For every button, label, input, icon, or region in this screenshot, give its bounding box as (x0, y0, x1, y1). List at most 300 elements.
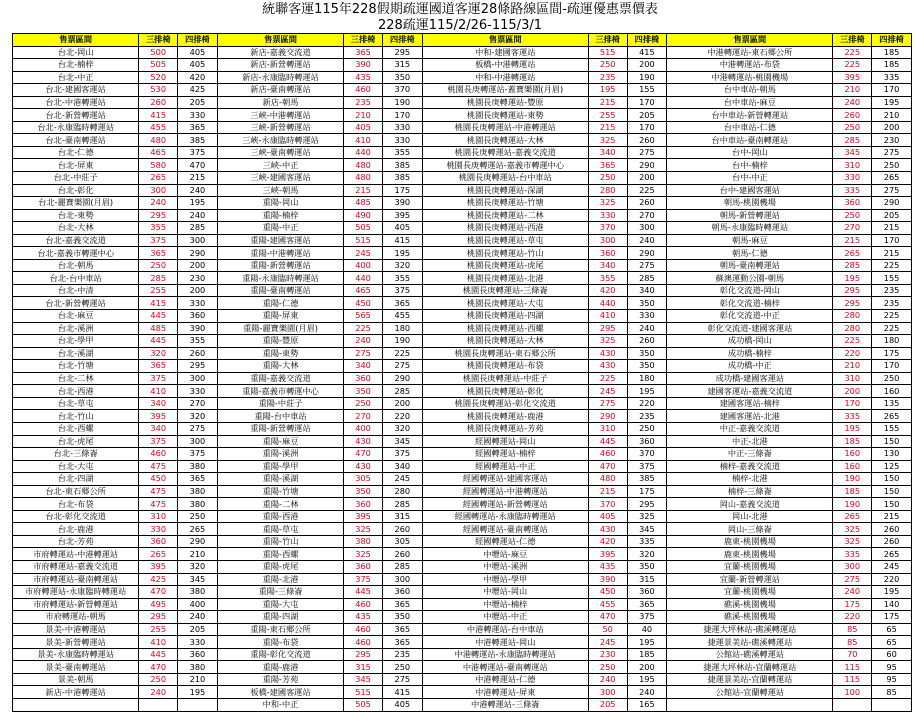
header-route: 售票區間 (422, 34, 588, 47)
route-cell: 台中車站-麻豆 (667, 96, 833, 109)
route-cell: 桃園長庚轉運站-大屯 (422, 297, 588, 310)
four-seat-price: 395 (382, 209, 422, 222)
four-seat-price: 285 (382, 498, 422, 511)
four-seat-price: 180 (627, 372, 667, 385)
three-seat-price: 330 (588, 209, 627, 222)
route-cell: 桃園長庚轉運站-布袋 (422, 360, 588, 373)
route-cell: 重陽-中正 (217, 222, 343, 235)
route-cell: 景美-中港轉運站 (13, 623, 139, 636)
three-seat-price: 420 (588, 535, 627, 548)
four-seat-price: 340 (627, 284, 667, 297)
three-seat-price: 410 (139, 636, 178, 649)
table-row (13, 586, 912, 599)
route-cell: 楠梓-三條崙 (667, 485, 833, 498)
four-seat-price: 200 (178, 259, 218, 272)
four-seat-price: 355 (178, 335, 218, 348)
route-cell: 經國轉運站-中港轉運站 (422, 485, 588, 498)
three-seat-price: 460 (344, 598, 383, 611)
three-seat-price: 515 (588, 46, 627, 59)
four-seat-price: 260 (627, 134, 667, 147)
three-seat-price: 355 (139, 222, 178, 235)
table-row (13, 385, 912, 398)
four-seat-price: 405 (382, 222, 422, 235)
route-cell: 桃園長庚轉運站-竹塘 (422, 197, 588, 210)
four-seat-price: 190 (382, 335, 422, 348)
table-row (13, 222, 912, 235)
route-cell: 岡山-北港 (667, 510, 833, 523)
route-cell: 新店-新營轉運站 (217, 59, 343, 72)
route-cell: 台北-岡山 (13, 46, 139, 59)
route-cell: 中壢站-楠梓 (422, 598, 588, 611)
route-cell: 中港轉運站-東石郷公所 (667, 46, 833, 59)
route-cell: 中壢站-麻豆 (422, 548, 588, 561)
route-cell: 台北-麗寶樂園(月眉) (13, 197, 139, 210)
four-seat-price: 285 (627, 272, 667, 285)
table-row (13, 611, 912, 624)
three-seat-price: 340 (344, 360, 383, 373)
route-cell: 桃園長庚轉運站-北港 (422, 272, 588, 285)
four-seat-price: 260 (382, 548, 422, 561)
route-cell: 重陽-臺南轉運站 (217, 284, 343, 297)
header-three-seat: 三排椅 (588, 34, 627, 47)
four-seat-price: 405 (178, 46, 218, 59)
four-seat-price: 265 (872, 548, 912, 561)
four-seat-price: 195 (872, 586, 912, 599)
route-cell: 重陽-四湖 (217, 611, 343, 624)
three-seat-price: 370 (588, 498, 627, 511)
three-seat-price: 240 (833, 96, 872, 109)
route-cell: 建國客運站-嘉義交流道 (667, 385, 833, 398)
three-seat-price: 50 (588, 623, 627, 636)
three-seat-price: 255 (139, 623, 178, 636)
four-seat-price: 205 (178, 96, 218, 109)
route-cell: 台北-芳苑 (13, 535, 139, 548)
route-cell: 重陽-大林 (217, 360, 343, 373)
three-seat-price: 460 (344, 636, 383, 649)
four-seat-price: 170 (382, 109, 422, 122)
three-seat-price: 420 (588, 284, 627, 297)
three-seat-price: 295 (833, 284, 872, 297)
table-row (13, 335, 912, 348)
route-cell: 三峽-中港轉運站 (217, 109, 343, 122)
four-seat-price: 350 (382, 611, 422, 624)
four-seat-price: 300 (178, 372, 218, 385)
four-seat-price: 240 (627, 686, 667, 699)
three-seat-price: 415 (139, 109, 178, 122)
route-cell: 宜蘭-桃園機場 (667, 586, 833, 599)
route-cell: 台北-西螺 (13, 422, 139, 435)
four-seat-price: 340 (382, 460, 422, 473)
route-cell: 桃園長庚轉運站-大林 (422, 134, 588, 147)
route-cell: 重陽-虎尾 (217, 560, 343, 573)
four-seat-price: 285 (382, 385, 422, 398)
three-seat-price: 290 (588, 410, 627, 423)
four-seat-price: 405 (382, 698, 422, 711)
four-seat-price: 295 (627, 498, 667, 511)
four-seat-price: 320 (627, 548, 667, 561)
route-cell: 台北-竹塘 (13, 360, 139, 373)
route-cell: 台北-大林 (13, 222, 139, 235)
four-seat-price: 415 (627, 46, 667, 59)
four-seat-price (872, 698, 912, 711)
route-cell: 三峽-新營轉運站 (217, 121, 343, 134)
route-cell: 中港轉運站-臺南轉運站 (422, 661, 588, 674)
four-seat-price: 195 (178, 197, 218, 210)
three-seat-price: 295 (588, 322, 627, 335)
four-seat-price: 335 (627, 535, 667, 548)
three-seat-price: 115 (833, 661, 872, 674)
four-seat-price: 225 (382, 347, 422, 360)
three-seat-price: 445 (344, 586, 383, 599)
route-cell: 桃園長庚轉運站-嘉義市轉運中心 (422, 159, 588, 172)
four-seat-price: 150 (872, 498, 912, 511)
header-three-seat: 三排椅 (344, 34, 383, 47)
three-seat-price: 465 (344, 284, 383, 297)
three-seat-price: 360 (139, 535, 178, 548)
three-seat-price: 470 (588, 611, 627, 624)
three-seat-price: 390 (588, 573, 627, 586)
route-cell: 重陽-屏東 (217, 310, 343, 323)
four-seat-price: 195 (627, 673, 667, 686)
four-seat-price: 190 (382, 96, 422, 109)
route-cell: 重陽-二林 (217, 498, 343, 511)
table-row (13, 121, 912, 134)
route-cell: 重陽-溪洲 (217, 448, 343, 461)
three-seat-price: 215 (588, 96, 627, 109)
three-seat-price: 370 (588, 222, 627, 235)
three-seat-price: 430 (588, 523, 627, 536)
route-cell: 重陽-溪湖 (217, 473, 343, 486)
four-seat-price: 360 (178, 648, 218, 661)
four-seat-price: 285 (382, 560, 422, 573)
three-seat-price: 330 (833, 172, 872, 185)
three-seat-price: 325 (588, 197, 627, 210)
three-seat-price: 310 (588, 422, 627, 435)
four-seat-price: 385 (178, 134, 218, 147)
three-seat-price: 365 (139, 247, 178, 260)
three-seat-price: 360 (344, 372, 383, 385)
route-cell: 重陽-麻豆 (217, 435, 343, 448)
four-seat-price: 275 (627, 259, 667, 272)
route-cell: 台北-中清 (13, 284, 139, 297)
four-seat-price: 350 (382, 71, 422, 84)
route-cell: 成功橋-建國客運站 (667, 372, 833, 385)
route-cell: 三峽-中正 (217, 159, 343, 172)
three-seat-price: 450 (344, 297, 383, 310)
route-cell: 重陽-永康臨時轉運站 (217, 272, 343, 285)
four-seat-price: 355 (382, 146, 422, 159)
four-seat-price: 215 (872, 247, 912, 260)
three-seat-price: 520 (139, 71, 178, 84)
three-seat-price: 445 (588, 435, 627, 448)
route-cell: 岡山-三條崙 (667, 523, 833, 536)
four-seat-price: 230 (178, 272, 218, 285)
route-cell: 桃園長庚轉運站-台中車站 (422, 172, 588, 185)
four-seat-price: 240 (178, 209, 218, 222)
four-seat-price: 425 (178, 84, 218, 97)
three-seat-price: 375 (139, 234, 178, 247)
four-seat-price: 245 (382, 473, 422, 486)
four-seat-price: 330 (382, 121, 422, 134)
route-cell: 市府轉運站-朝馬 (13, 611, 139, 624)
route-cell: 成功橋-岡山 (667, 335, 833, 348)
three-seat-price: 240 (833, 586, 872, 599)
table-row (13, 96, 912, 109)
four-seat-price: 180 (382, 322, 422, 335)
route-cell: 重陽-嘉義市轉運中心 (217, 385, 343, 398)
three-seat-price: 225 (833, 46, 872, 59)
four-seat-price: 185 (872, 46, 912, 59)
three-seat-price: 255 (588, 109, 627, 122)
table-row (13, 146, 912, 159)
route-cell: 捷運大坪林站-宜蘭轉運站 (667, 661, 833, 674)
four-seat-price: 375 (382, 448, 422, 461)
four-seat-price: 265 (178, 523, 218, 536)
four-seat-price: 220 (627, 397, 667, 410)
four-seat-price: 210 (872, 109, 912, 122)
three-seat-price: 310 (833, 372, 872, 385)
route-cell: 楠梓-嘉義交流道 (667, 460, 833, 473)
three-seat-price: 530 (139, 84, 178, 97)
four-seat-price: 345 (382, 435, 422, 448)
header-four-seat: 四排椅 (178, 34, 218, 47)
route-cell: 台北-楠梓 (13, 59, 139, 72)
three-seat-price: 345 (344, 673, 383, 686)
route-cell: 重陽-仁德 (217, 297, 343, 310)
four-seat-price: 215 (872, 510, 912, 523)
three-seat-price: 190 (833, 473, 872, 486)
table-row (13, 485, 912, 498)
four-seat-price: 210 (178, 548, 218, 561)
three-seat-price: 250 (833, 121, 872, 134)
header-route: 售票區間 (667, 34, 833, 47)
four-seat-price: 365 (178, 473, 218, 486)
four-seat-price: 290 (872, 197, 912, 210)
three-seat-price: 515 (344, 234, 383, 247)
table-row (13, 410, 912, 423)
route-cell: 台中-中正 (667, 172, 833, 185)
three-seat-price: 380 (344, 535, 383, 548)
three-seat-price: 160 (833, 448, 872, 461)
four-seat-price: 300 (627, 222, 667, 235)
four-seat-price: 415 (382, 686, 422, 699)
four-seat-price: 390 (382, 197, 422, 210)
four-seat-price: 155 (872, 422, 912, 435)
route-cell: 台中車站-新營轉運站 (667, 109, 833, 122)
four-seat-price: 290 (178, 535, 218, 548)
route-cell: 經國轉運站-永康臨時轉運站 (422, 510, 588, 523)
route-cell: 重陽-彰化交流道 (217, 648, 343, 661)
three-seat-price: 460 (588, 448, 627, 461)
route-cell: 台北-中港轉運站 (13, 96, 139, 109)
three-seat-price: 310 (139, 510, 178, 523)
three-seat-price: 295 (139, 611, 178, 624)
route-cell: 台北-布袋 (13, 498, 139, 511)
four-seat-price: 315 (382, 510, 422, 523)
three-seat-price: 360 (344, 560, 383, 573)
table-row (13, 661, 912, 674)
four-seat-price: 170 (872, 234, 912, 247)
three-seat-price: 240 (588, 673, 627, 686)
table-row (13, 422, 912, 435)
table-row (13, 372, 912, 385)
route-cell: 台北-三條崙 (13, 448, 139, 461)
three-seat-price: 475 (139, 498, 178, 511)
four-seat-price: 235 (627, 410, 667, 423)
three-seat-price: 70 (833, 648, 872, 661)
route-cell: 台北-新營轉運站 (13, 109, 139, 122)
three-seat-price: 335 (833, 184, 872, 197)
route-cell: 中港轉運站-永康臨時轉運站 (422, 648, 588, 661)
table-row (13, 686, 912, 699)
three-seat-price: 325 (588, 134, 627, 147)
route-cell: 台北-朝馬 (13, 259, 139, 272)
route-cell: 成功橋-楠梓 (667, 347, 833, 360)
table-row (13, 573, 912, 586)
four-seat-price: 225 (627, 184, 667, 197)
three-seat-price: 470 (139, 661, 178, 674)
route-cell: 三峽-朝馬 (217, 184, 343, 197)
fare-table (12, 33, 912, 712)
four-seat-price: 195 (872, 96, 912, 109)
route-cell: 桃園長庚轉運站-三條崙 (422, 284, 588, 297)
three-seat-price: 195 (588, 84, 627, 97)
three-seat-price: 465 (139, 146, 178, 159)
table-row (13, 322, 912, 335)
three-seat-price: 270 (344, 410, 383, 423)
three-seat-price: 225 (344, 322, 383, 335)
header-four-seat: 四排椅 (382, 34, 422, 47)
four-seat-price: 295 (382, 46, 422, 59)
four-seat-price: 375 (178, 146, 218, 159)
route-cell: 三峽-臺南轉運站 (217, 146, 343, 159)
four-seat-price: 205 (872, 209, 912, 222)
route-cell: 台北-屏東 (13, 159, 139, 172)
table-row (13, 397, 912, 410)
table-row (13, 598, 912, 611)
three-seat-price: 505 (139, 59, 178, 72)
three-seat-price: 85 (833, 623, 872, 636)
three-seat-price: 405 (344, 121, 383, 134)
three-seat-price: 220 (833, 347, 872, 360)
route-cell: 桃園長庚轉運站-二林 (422, 209, 588, 222)
four-seat-price: 225 (872, 259, 912, 272)
four-seat-price: 250 (382, 661, 422, 674)
four-seat-price: 320 (178, 560, 218, 573)
three-seat-price: 265 (833, 510, 872, 523)
table-row (13, 46, 912, 59)
route-cell: 重陽-中莊子 (217, 397, 343, 410)
three-seat-price: 265 (139, 172, 178, 185)
three-seat-price: 435 (588, 560, 627, 573)
three-seat-price: 330 (139, 523, 178, 536)
route-cell: 景美-新營轉運站 (13, 636, 139, 649)
route-cell: 台中-楠梓 (667, 159, 833, 172)
route-cell: 桃園長庚轉運站-深湖 (422, 184, 588, 197)
three-seat-price: 160 (833, 460, 872, 473)
route-cell: 台北-溪湖 (13, 347, 139, 360)
three-seat-price: 215 (588, 121, 627, 134)
route-cell: 公館站-礁溪轉運站 (667, 648, 833, 661)
table-row (13, 698, 912, 711)
four-seat-price: 235 (382, 648, 422, 661)
four-seat-price: 250 (872, 159, 912, 172)
route-cell: 台北-仁德 (13, 146, 139, 159)
four-seat-price: 185 (627, 648, 667, 661)
four-seat-price: 330 (627, 310, 667, 323)
route-cell: 重陽-新營轉運站 (217, 422, 343, 435)
three-seat-price: 260 (139, 96, 178, 109)
route-cell: 台北-新營轉運站 (13, 297, 139, 310)
table-row (13, 636, 912, 649)
table-row (13, 297, 912, 310)
route-cell: 台北-草屯 (13, 397, 139, 410)
route-cell: 桃園長庚轉運站-彰化 (422, 385, 588, 398)
route-cell: 中港轉運站-桃園機場 (667, 71, 833, 84)
four-seat-price: 200 (627, 59, 667, 72)
three-seat-price: 195 (833, 272, 872, 285)
four-seat-price: 260 (382, 523, 422, 536)
route-cell: 礁溪-桃園機場 (667, 611, 833, 624)
route-cell: 彰化交流道-楠梓 (667, 297, 833, 310)
three-seat-price: 285 (139, 272, 178, 285)
route-cell: 朝馬-仁德 (667, 247, 833, 260)
four-seat-price: 355 (382, 272, 422, 285)
three-seat-price: 185 (833, 435, 872, 448)
three-seat-price: 235 (588, 71, 627, 84)
route-cell: 經國轉運站-建國客運站 (422, 473, 588, 486)
four-seat-price: 320 (178, 410, 218, 423)
route-cell: 桃園長庚轉運站-豐原 (422, 96, 588, 109)
three-seat-price: 305 (344, 473, 383, 486)
four-seat-price: 85 (872, 686, 912, 699)
route-cell: 新店-臺南轉運站 (217, 84, 343, 97)
four-seat-price: 380 (178, 485, 218, 498)
three-seat-price: 300 (588, 234, 627, 247)
route-cell: 台北-彰化交流道 (13, 510, 139, 523)
route-cell: 桃園長庚轉運站-西螺 (422, 322, 588, 335)
route-cell: 中正-嘉義交流道 (667, 422, 833, 435)
three-seat-price: 200 (833, 385, 872, 398)
table-row (13, 473, 912, 486)
four-seat-price: 315 (382, 59, 422, 72)
four-seat-price: 235 (872, 297, 912, 310)
four-seat-price: 150 (872, 485, 912, 498)
route-cell: 桃園長庚轉運站-芳苑 (422, 422, 588, 435)
four-seat-price: 170 (872, 84, 912, 97)
three-seat-price: 215 (833, 234, 872, 247)
four-seat-price: 330 (178, 636, 218, 649)
three-seat-price: 300 (833, 560, 872, 573)
three-seat-price: 115 (833, 673, 872, 686)
three-seat-price: 190 (833, 498, 872, 511)
route-cell: 中壢站-學甲 (422, 573, 588, 586)
three-seat-price: 450 (588, 586, 627, 599)
four-seat-price: 330 (178, 109, 218, 122)
route-cell: 台北-西港 (13, 385, 139, 398)
three-seat-price: 260 (833, 109, 872, 122)
route-cell: 重陽-中港轉運站 (217, 247, 343, 260)
three-seat-price: 325 (588, 335, 627, 348)
three-seat-price: 460 (139, 448, 178, 461)
route-cell: 重陽-大屯 (217, 598, 343, 611)
four-seat-price: 185 (872, 59, 912, 72)
three-seat-price: 295 (344, 648, 383, 661)
three-seat-price: 470 (344, 448, 383, 461)
four-seat-price: 200 (627, 661, 667, 674)
route-cell: 桃園長庚轉運站-中港轉運站 (422, 121, 588, 134)
four-seat-price: 215 (872, 222, 912, 235)
